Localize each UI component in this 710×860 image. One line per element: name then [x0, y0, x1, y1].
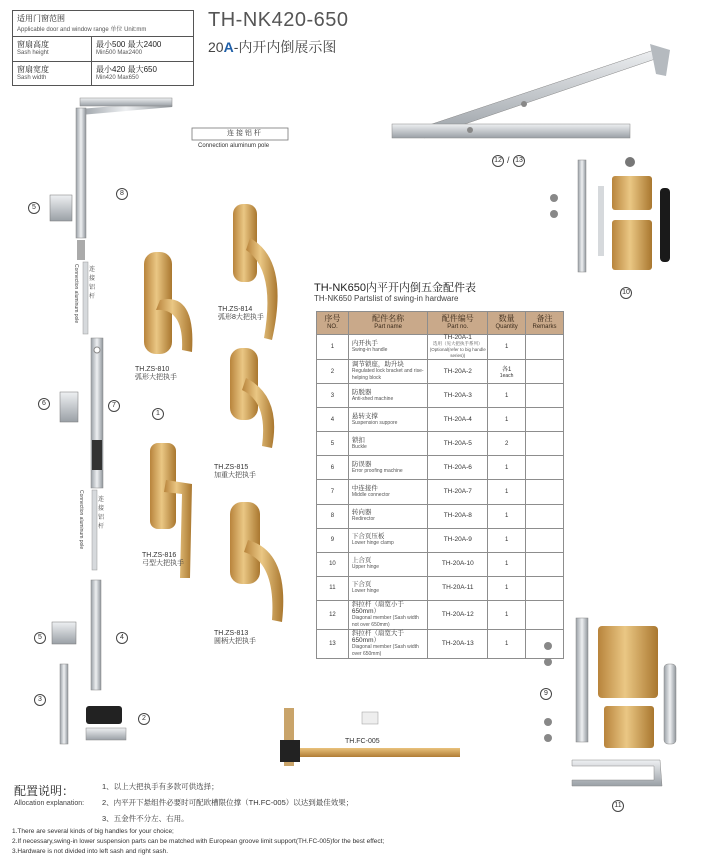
part-number: TH-20A-9 [428, 528, 488, 552]
part-no: 6 [317, 456, 349, 480]
note-cn-1: 1、以上大把执手有多款可供选择； [102, 782, 219, 791]
col-partno-header: 配件编号 Part no. [428, 312, 488, 335]
part-name: 斜拉杆（扇宽小于650mm） Diagonal member (Sash width not over 650mm) [348, 600, 428, 629]
handle-label-816: TH.ZS-816 弓型大把执手 [142, 552, 184, 567]
part-number: TH-20A-1 选用（见大把执手系列）(Optional(refer to big handle series)) [429, 334, 486, 358]
part-remarks [526, 456, 564, 480]
callout-slash: / [507, 155, 510, 165]
part-quantity: 1 [488, 384, 526, 408]
vertical-pole-label-2-en: Connection aluminum pole [78, 490, 84, 550]
table-row [317, 384, 564, 408]
handle-zs-810 [144, 252, 192, 354]
callout-6: 6 [38, 398, 50, 410]
part-no: 2 [317, 360, 349, 384]
part-remarks [526, 408, 564, 432]
handle-label-810: TH.ZS-810 弧形大把执手 [135, 366, 177, 381]
part-no: 7 [317, 480, 349, 504]
vertical-pole-label-2: 连接铝杆 [97, 497, 104, 530]
part-quantity: 1 [488, 480, 526, 504]
vertical-pole-label-1-en: Connection aluminum pole [73, 264, 79, 324]
notes-title: 配置说明： [14, 784, 75, 798]
part-quantity: 1 [488, 552, 526, 576]
handle-label-813: TH.ZS-813 圆柄大把执手 [214, 630, 256, 645]
handle-zs-813 [230, 502, 283, 622]
callout-2: 2 [138, 713, 150, 725]
callout-9: 9 [540, 688, 552, 700]
parts-table-title: TH-NK650内平开内倒五金配件表 [314, 282, 476, 294]
part-number: TH-20A-2 [428, 360, 488, 384]
part-remarks [526, 629, 564, 658]
part-name: 调节锁座，助升块 Regulated lock bracket and rise-helping block [348, 360, 428, 384]
part-number: TH-20A-3 [428, 384, 488, 408]
sash-height-label: 窗扇高度 Sash height [17, 40, 49, 56]
table-row [317, 629, 564, 658]
part-no: 8 [317, 504, 349, 528]
part-quantity: 1 [488, 576, 526, 600]
handle-label-814: TH.ZS-814 弧形8大把执手 [218, 306, 264, 321]
part-name: 防误器 Error proofing machine [348, 456, 428, 480]
sash-width-label: 窗扇宽度 Sash width [17, 65, 49, 81]
callout-1: 1 [152, 408, 164, 420]
redirector-part [76, 98, 172, 260]
part-name: 锁扣 Buckle [348, 432, 428, 456]
limit-support-fc005 [280, 708, 460, 766]
part-number: TH-20A-4 [428, 408, 488, 432]
note-en-3: 3.Hardware is not divided into left sash and right sash. [12, 848, 169, 855]
fc005-label: TH.FC-005 [345, 738, 380, 745]
part-name: 防脱器 Anti-shed machine [348, 384, 428, 408]
callout-13: 13 [513, 155, 525, 167]
part-no: 9 [317, 528, 349, 552]
table-row [317, 335, 564, 360]
part-remarks [526, 335, 564, 360]
part-no: 12 [317, 600, 349, 629]
part-number: TH-20A-7 [428, 480, 488, 504]
part-name: 悬转支撑 Suspension suppore [348, 408, 428, 432]
callout-11: 11 [612, 800, 624, 812]
part-no: 1 [317, 335, 349, 360]
table-row [317, 408, 564, 432]
range-header-en: Applicable door and window range 单位 Unit:mm [17, 27, 147, 33]
sash-height-value: 最小500 最大2400 Min500 Max2400 [96, 40, 162, 56]
buckle-part-upper [50, 195, 72, 221]
col-no-header: 序号 NO. [317, 312, 349, 335]
part-number: TH-20A-13 [428, 629, 488, 658]
parts-table-title-en: TH-NK650 Partslist of swing-in hardware [314, 294, 459, 303]
table-row [317, 528, 564, 552]
part-remarks [526, 528, 564, 552]
parts-table [316, 311, 564, 659]
table-row [317, 504, 564, 528]
connection-pole-label-cn: 连 接 铝 杆 [227, 130, 261, 137]
table-row [317, 576, 564, 600]
part-number: TH-20A-11 [428, 576, 488, 600]
part-name: 下合页 Lower hinge [348, 576, 428, 600]
part-no: 3 [317, 384, 349, 408]
part-remarks [526, 480, 564, 504]
part-name: 中连接件 Middle connector [348, 480, 428, 504]
table-row [317, 432, 564, 456]
page-subtitle: 20A-内开内倒展示图 [208, 39, 337, 55]
part-no: 10 [317, 552, 349, 576]
part-quantity: 1 [488, 600, 526, 629]
part-quantity: 1 [488, 335, 526, 360]
note-en-1: 1.There are several kinds of big handles for your choice; [12, 828, 174, 835]
notes-title-en: Allocation explanation: [14, 800, 85, 807]
part-quantity: 1 [488, 408, 526, 432]
part-number: TH-20A-5 [428, 432, 488, 456]
table-row [317, 480, 564, 504]
part-remarks [526, 552, 564, 576]
page-title: TH-NK420-650 [208, 9, 349, 31]
col-name-header: 配件名称 Part name [348, 312, 428, 335]
part-no: 11 [317, 576, 349, 600]
part-remarks [526, 384, 564, 408]
callout-4: 4 [116, 632, 128, 644]
table-row [317, 456, 564, 480]
callout-5-lower: 5 [34, 632, 46, 644]
vertical-pole-label-1: 连接铝杆 [88, 267, 95, 300]
part-quantity: 1 [488, 456, 526, 480]
col-qty-header: 数量 Quantity [488, 312, 526, 335]
part-remarks [526, 576, 564, 600]
table-row [317, 360, 564, 384]
part-remarks [526, 360, 564, 384]
part-remarks [526, 432, 564, 456]
error-proofing-part [60, 392, 78, 422]
table-row [317, 552, 564, 576]
col-remarks-header: 备注 Remarks [526, 312, 564, 335]
part-name: 下合页压板 Lower hinge clamp [348, 528, 428, 552]
callout-8: 8 [116, 188, 128, 200]
anti-shed-part [60, 664, 68, 744]
handle-label-815: TH.ZS-815 加重大把执手 [214, 464, 256, 479]
note-cn-2: 2、内平开下悬组件必要时可配欧槽限位撑（TH.FC-005）以达到最佳效果； [102, 798, 354, 807]
part-remarks [526, 600, 564, 629]
part-number: TH-20A-6 [428, 456, 488, 480]
middle-connector-part [91, 338, 103, 488]
part-name: 内开执手 Swing-in handle [348, 335, 428, 360]
part-quantity: 各1 1each [488, 360, 526, 384]
sash-width-value: 最小420 最大650 Min420 Max650 [96, 65, 157, 81]
callout-10: 10 [620, 287, 632, 299]
note-en-2: 2.If necessary,swing-in lower suspension parts can be matched with European groove limit support(TH.FC-005)for the best effect; [12, 838, 385, 845]
part-no: 5 [317, 432, 349, 456]
note-cn-3: 3、五金件不分左、右用。 [102, 814, 189, 823]
table-row [317, 600, 564, 629]
parts-table-header-row [317, 312, 564, 335]
part-quantity: 1 [488, 528, 526, 552]
buckle-part-lower [52, 622, 76, 644]
suspension-support-part [91, 580, 101, 690]
diagonal-member-part [392, 44, 670, 138]
part-number: TH-20A-12 [428, 600, 488, 629]
upper-hinge-part [550, 157, 670, 272]
part-quantity: 1 [488, 504, 526, 528]
part-quantity: 1 [488, 629, 526, 658]
part-name: 上合页 Upper hinge [348, 552, 428, 576]
part-name: 转向器 Redirector [348, 504, 428, 528]
callout-7: 7 [108, 400, 120, 412]
lock-bracket-part [86, 706, 122, 724]
part-name: 斜拉杆（扇宽大于650mm） Diagonal member (Sash width over 650mm) [348, 629, 428, 658]
part-number: TH-20A-8 [428, 504, 488, 528]
part-number: TH-20A-10 [428, 552, 488, 576]
callout-5-upper: 5 [28, 202, 40, 214]
part-no: 4 [317, 408, 349, 432]
part-no: 13 [317, 629, 349, 658]
callout-3: 3 [34, 694, 46, 706]
part-quantity: 2 [488, 432, 526, 456]
connection-pole-label-en: Connection aluminum pole [198, 143, 270, 149]
handle-zs-815 [230, 348, 274, 448]
part-remarks [526, 504, 564, 528]
callout-12: 12 [492, 155, 504, 167]
range-header-cn: 适用门窗范围 [17, 14, 65, 23]
